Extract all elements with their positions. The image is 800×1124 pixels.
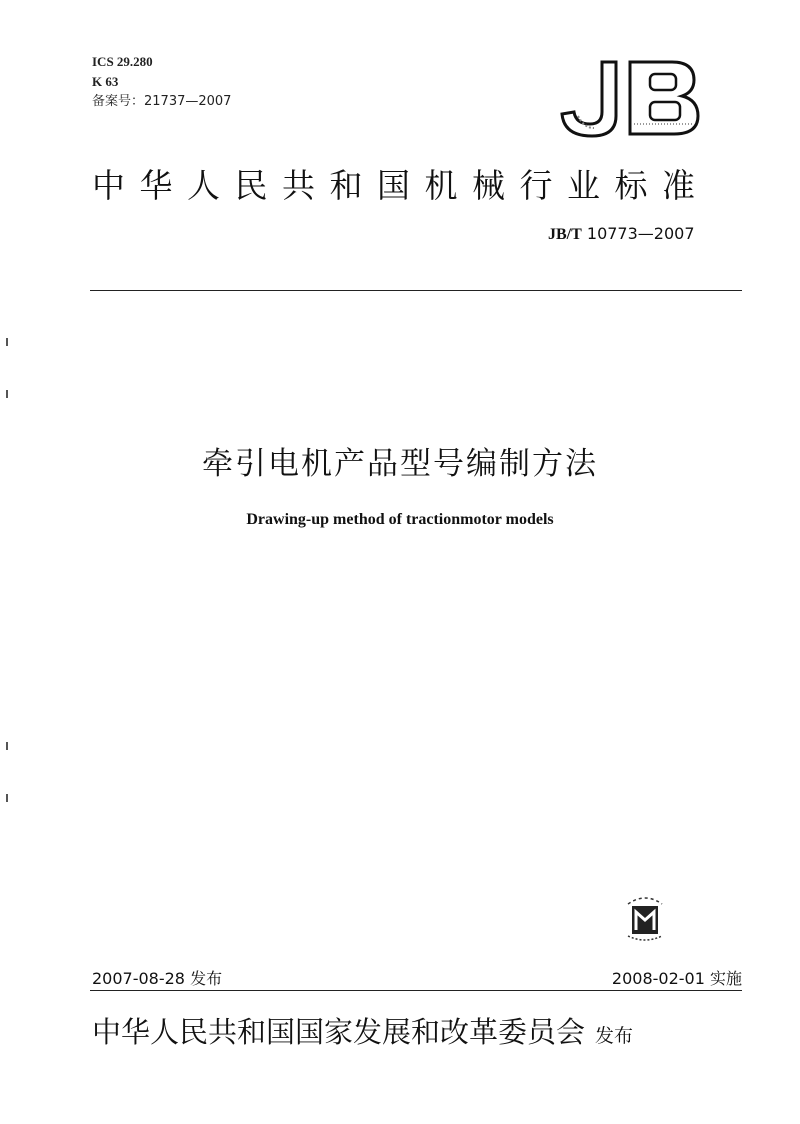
document-title-english: Drawing-up method of tractionmotor models: [246, 511, 554, 528]
scan-mark: [6, 338, 8, 346]
issuing-authority: [92, 1010, 742, 1051]
standard-code: [548, 224, 695, 244]
ics-code: [92, 52, 153, 72]
standard-code-number: 10773—2007: [586, 224, 695, 243]
filing-number: 备案号：21737—2007: [92, 94, 232, 109]
header-divider: [90, 290, 742, 291]
issuer-suffix: 发布: [595, 1025, 634, 1047]
ics-text: ICS 29.280: [92, 54, 153, 69]
standard-code-prefix: JB/T: [548, 226, 582, 243]
footer-divider: [90, 990, 742, 991]
issuer-name: 中华人民共和国国家发展和改革委员会: [92, 1015, 586, 1049]
publish-date: 2007-08-28 发布: [92, 969, 223, 988]
scan-mark: [6, 390, 8, 398]
ccs-text: K 63: [92, 74, 119, 89]
scan-mark: [6, 794, 8, 802]
implement-date: 2008-02-01 实施: [611, 969, 742, 988]
scan-mark: [6, 742, 8, 750]
standard-body-title: 中华人民共和国机械行业标准: [92, 166, 710, 205]
document-title-chinese: 牵引电机产品型号编制方法: [202, 446, 598, 482]
jb-logo: [554, 58, 704, 138]
publisher-emblem-icon: [622, 890, 668, 944]
ccs-code: [92, 72, 118, 92]
